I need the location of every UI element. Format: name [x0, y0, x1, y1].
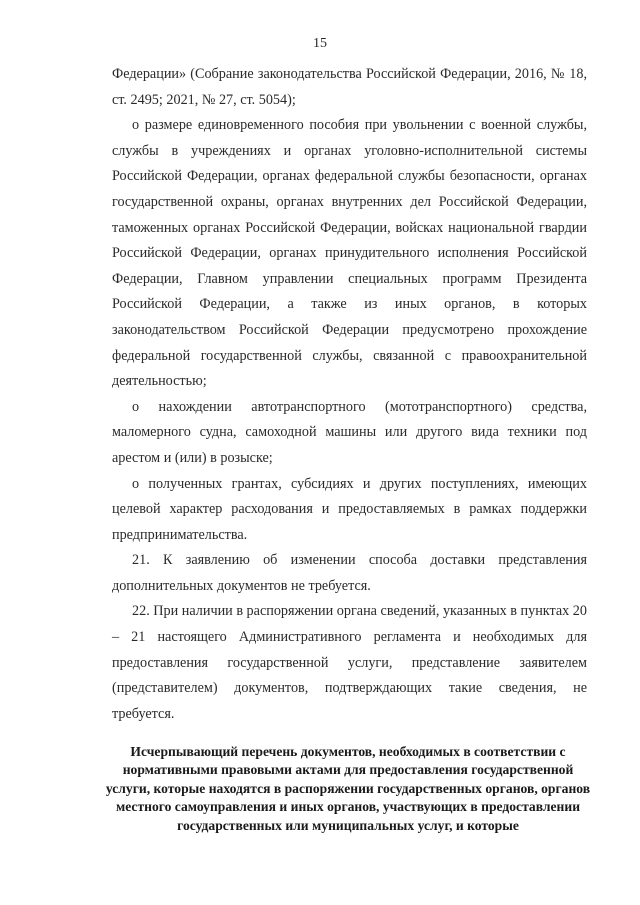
section-heading: Исчерпывающий перечень документов, необходимых в соответствии с нормативными правовыми актами для предоставления государственной услуги, которые находятся в распоряжении государственных органов, органов местного самоуправления и иных органов, участвующих в предоставлении государственных или муниципальных услуг, и которые: [105, 744, 591, 833]
paragraph-grants-subsidies: о полученных грантах, субсидиях и других поступлениях, имеющих целевой характер расходования и предоставляемых в рамках поддержки предпринимательства.: [112, 475, 587, 543]
paragraph-item-22: 22. При наличии в распоряжении органа сведений, указанных в пунктах 20 – 21 настоящего Административного регламента и необходимых для предоставления государственной услуги, представление заявителем (представителем) документов, подтверждающих такие сведения, не требуется.: [112, 603, 587, 722]
document-body: [112, 62, 587, 727]
page-number: 15: [313, 36, 327, 51]
paragraph-item-21: 21. К заявлению об изменении способа доставки представления дополнительных документов не требуется.: [112, 552, 587, 594]
paragraph-vehicle-arrest: о нахождении автотранспортного (мототранспортного) средства, маломерного судна, самоходной машины или другого вида техники под арестом и (или) в розыске;: [112, 398, 587, 466]
paragraph-continuation: Федерации» (Собрание законодательства Российской Федерации, 2016, № 18, ст. 2495; 2021, № 27, ст. 5054);: [112, 66, 587, 108]
paragraph-lump-sum-benefit: о размере единовременного пособия при увольнении с военной службы, службы в учреждениях и органах уголовно-исполнительной системы Российской Федерации, органах федеральной службы безопасности, органах государственной охраны, органах внутренних дел Российской Федерации, таможенных органах Российской Федерации, войсках национальной гвардии Российской Федерации, органах принудительного исполнения Российской Федерации, Главном управлении специальных программ Президента Российской Федерации, а также из иных органов, в которых законодательством Российской Федерации предусмотрено прохождение федеральной государственной службы, связанной с правоохранительной деятельностью;: [112, 117, 587, 390]
